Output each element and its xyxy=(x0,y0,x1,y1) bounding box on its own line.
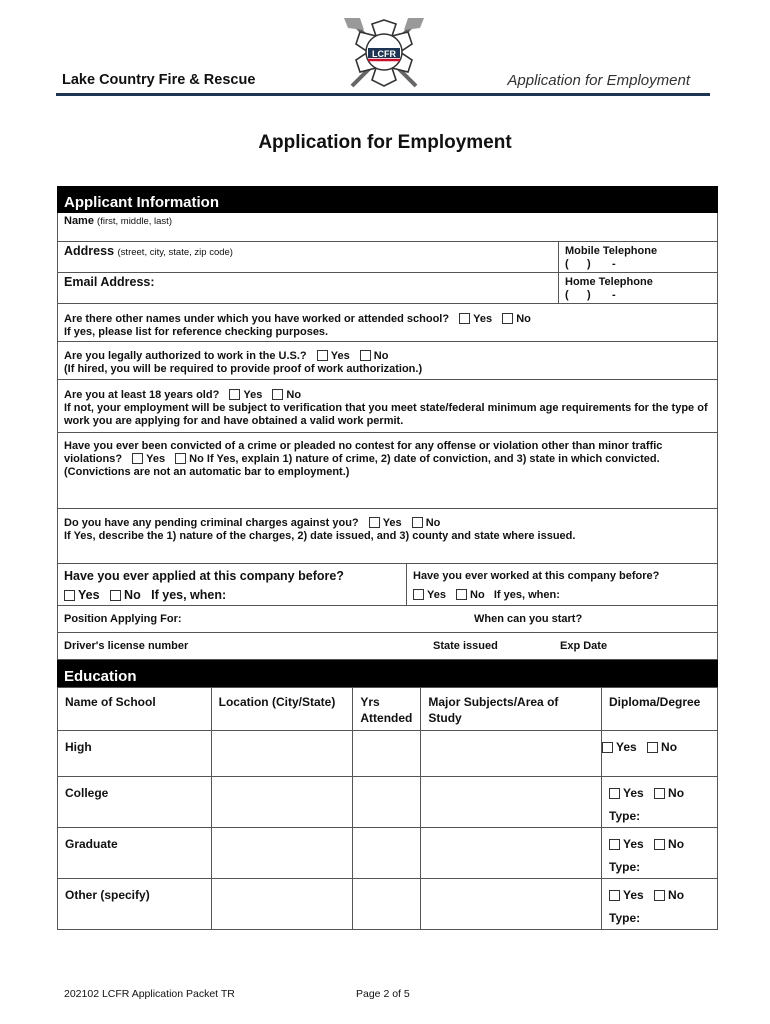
no-label: No xyxy=(286,389,302,401)
svg-text:LCFR: LCFR xyxy=(372,49,396,59)
home-phone-field[interactable] xyxy=(559,273,717,303)
applicant-section-heading: Applicant Information xyxy=(57,186,718,213)
pending-no-checkbox[interactable] xyxy=(412,517,423,528)
org-name: Lake Country Fire & Rescue xyxy=(62,72,256,88)
table-row xyxy=(58,828,718,879)
footer-page-number: Page 2 of 5 xyxy=(356,988,410,1000)
mobile-label: Mobile Telephone xyxy=(565,245,658,257)
diploma-yes-checkbox[interactable] xyxy=(609,839,620,850)
diploma-cell xyxy=(602,777,718,828)
header-rule xyxy=(56,93,710,96)
name-hint: (first, middle, last) xyxy=(97,216,172,227)
yes-label: Yes xyxy=(330,350,350,362)
applied-question: Have you ever applied at this company before? xyxy=(64,569,344,583)
applied-when-label: If yes, when: xyxy=(151,588,227,602)
authorized-yes-checkbox[interactable] xyxy=(317,350,328,361)
page-header xyxy=(56,14,710,98)
pending-yes-checkbox[interactable] xyxy=(369,517,380,528)
no-label: No xyxy=(373,350,389,362)
state-issued-label: State issued xyxy=(433,640,498,652)
authorized-no-checkbox[interactable] xyxy=(360,350,371,361)
no-label: No xyxy=(189,453,204,465)
column-header: Location (City/State) xyxy=(211,688,353,731)
diploma-no-checkbox[interactable] xyxy=(654,839,665,850)
type-label: Type: xyxy=(609,809,641,823)
no-label: No xyxy=(425,517,441,529)
diploma-cell xyxy=(602,879,718,930)
column-header: Major Subjects/Area of Study xyxy=(421,688,602,731)
school-level: Graduate xyxy=(58,828,212,879)
age-question: Are you at least 18 years old? xyxy=(64,389,220,401)
yes-label: Yes xyxy=(473,313,493,325)
column-header: Name of School xyxy=(58,688,212,731)
pending-row xyxy=(57,509,718,564)
yes-label: Yes xyxy=(616,740,637,754)
years-cell[interactable] xyxy=(353,777,421,828)
education-header-row xyxy=(58,688,718,731)
table-row xyxy=(58,777,718,828)
other-names-note: If yes, please list for reference checking purposes. xyxy=(64,326,329,338)
diploma-no-checkbox[interactable] xyxy=(654,788,665,799)
diploma-yes-checkbox[interactable] xyxy=(602,742,613,753)
email-label: Email Address: xyxy=(64,275,155,289)
email-field[interactable] xyxy=(58,273,558,303)
age-yes-checkbox[interactable] xyxy=(229,389,240,400)
doc-label: Application for Employment xyxy=(507,72,690,89)
age-note: If not, your employment will be subject to verification that you meet state/federal minimum age requirements for the type of work you are applying for and have obtained a valid work permit. xyxy=(64,402,708,427)
school-level: Other (specify) xyxy=(58,879,212,930)
column-header: Diploma/Degree xyxy=(602,688,718,731)
major-cell[interactable] xyxy=(421,731,602,777)
home-format: ( ) - xyxy=(565,289,616,301)
diploma-no-checkbox[interactable] xyxy=(654,890,665,901)
home-label: Home Telephone xyxy=(565,276,653,288)
age-no-checkbox[interactable] xyxy=(272,389,283,400)
other-names-yes-checkbox[interactable] xyxy=(459,313,470,324)
location-cell[interactable] xyxy=(211,879,353,930)
years-cell[interactable] xyxy=(353,828,421,879)
diploma-no-checkbox[interactable] xyxy=(647,742,658,753)
name-label: Name xyxy=(64,215,94,227)
convicted-no-checkbox[interactable] xyxy=(175,453,186,464)
license-row[interactable] xyxy=(57,633,718,660)
diploma-yes-checkbox[interactable] xyxy=(609,788,620,799)
convicted-yes-checkbox[interactable] xyxy=(132,453,143,464)
exp-date-label: Exp Date xyxy=(560,640,608,652)
start-label: When can you start? xyxy=(474,613,583,625)
worked-before-cell xyxy=(406,564,718,606)
name-field[interactable] xyxy=(57,213,718,242)
license-label: Driver's license number xyxy=(64,640,189,652)
worked-question: Have you ever worked at this company before? xyxy=(413,570,660,582)
other-names-no-checkbox[interactable] xyxy=(502,313,513,324)
yes-label: Yes xyxy=(623,888,644,902)
mobile-format: ( ) - xyxy=(565,258,616,270)
no-label: No xyxy=(668,888,685,902)
diploma-cell xyxy=(602,731,718,777)
type-label: Type: xyxy=(609,911,641,925)
convicted-question: Have you ever been convicted of a crime or pleaded no contest for any offense or violation other than minor traffic violations? xyxy=(64,440,663,465)
address-label: Address xyxy=(64,244,115,258)
convicted-note: (Convictions are not an automatic bar to employment.) xyxy=(64,466,350,478)
other-names-row xyxy=(57,304,718,342)
age-row xyxy=(57,380,718,433)
yes-label: Yes xyxy=(146,453,166,465)
yes-label: Yes xyxy=(427,589,446,601)
school-level: College xyxy=(58,777,212,828)
major-cell[interactable] xyxy=(421,828,602,879)
major-cell[interactable] xyxy=(421,879,602,930)
education-section-heading: Education xyxy=(57,660,718,687)
authorized-question: Are you legally authorized to work in the U.S.? xyxy=(64,350,307,362)
applied-no-checkbox[interactable] xyxy=(110,590,121,601)
address-hint: (street, city, state, zip code) xyxy=(117,247,233,258)
location-cell[interactable] xyxy=(211,731,353,777)
no-label: No xyxy=(668,837,685,851)
worked-when-label: If yes, when: xyxy=(493,589,560,601)
authorized-row xyxy=(57,342,718,380)
table-row xyxy=(58,731,718,777)
years-cell[interactable] xyxy=(353,731,421,777)
other-names-question: Are there other names under which you have worked or attended school? xyxy=(64,313,450,325)
location-cell[interactable] xyxy=(211,777,353,828)
convicted-explain: If Yes, explain 1) nature of crime, 2) date of conviction, and 3) state in which convicted. xyxy=(206,453,660,465)
major-cell[interactable] xyxy=(421,777,602,828)
page-title: Application for Employment xyxy=(258,132,512,153)
yes-label: Yes xyxy=(382,517,402,529)
lcfr-logo-icon xyxy=(338,14,430,92)
authorized-note: (If hired, you will be required to provide proof of work authorization.) xyxy=(64,363,423,375)
applied-yes-checkbox[interactable] xyxy=(64,590,75,601)
school-level: High xyxy=(58,731,212,777)
years-cell[interactable] xyxy=(353,879,421,930)
footer-packet: 202102 LCFR Application Packet TR xyxy=(64,988,235,1000)
yes-label: Yes xyxy=(78,588,100,602)
diploma-yes-checkbox[interactable] xyxy=(609,890,620,901)
education-table xyxy=(57,687,718,930)
column-header: Yrs Attended xyxy=(353,688,421,731)
application-form xyxy=(57,186,718,930)
address-field[interactable] xyxy=(58,242,558,273)
address-email-block xyxy=(57,242,558,304)
pending-question: Do you have any pending criminal charges against you? xyxy=(64,517,359,529)
no-label: No xyxy=(470,589,485,601)
yes-label: Yes xyxy=(623,837,644,851)
table-row xyxy=(58,879,718,930)
applied-before-cell xyxy=(57,564,406,606)
location-cell[interactable] xyxy=(211,828,353,879)
yes-label: Yes xyxy=(243,389,263,401)
type-label: Type: xyxy=(609,860,641,874)
no-label: No xyxy=(124,588,141,602)
worked-no-checkbox[interactable] xyxy=(456,589,467,600)
phone-block xyxy=(558,242,718,304)
yes-label: Yes xyxy=(623,786,644,800)
no-label: No xyxy=(661,740,678,754)
position-row[interactable] xyxy=(57,606,718,633)
convicted-row xyxy=(57,433,718,509)
worked-yes-checkbox[interactable] xyxy=(413,589,424,600)
mobile-phone-field[interactable] xyxy=(559,242,717,273)
no-label: No xyxy=(516,313,531,325)
diploma-cell xyxy=(602,828,718,879)
position-label: Position Applying For: xyxy=(64,613,182,625)
pending-note: If Yes, describe the 1) nature of the charges, 2) date issued, and 3) county and state where issued. xyxy=(64,530,576,542)
no-label: No xyxy=(668,786,685,800)
